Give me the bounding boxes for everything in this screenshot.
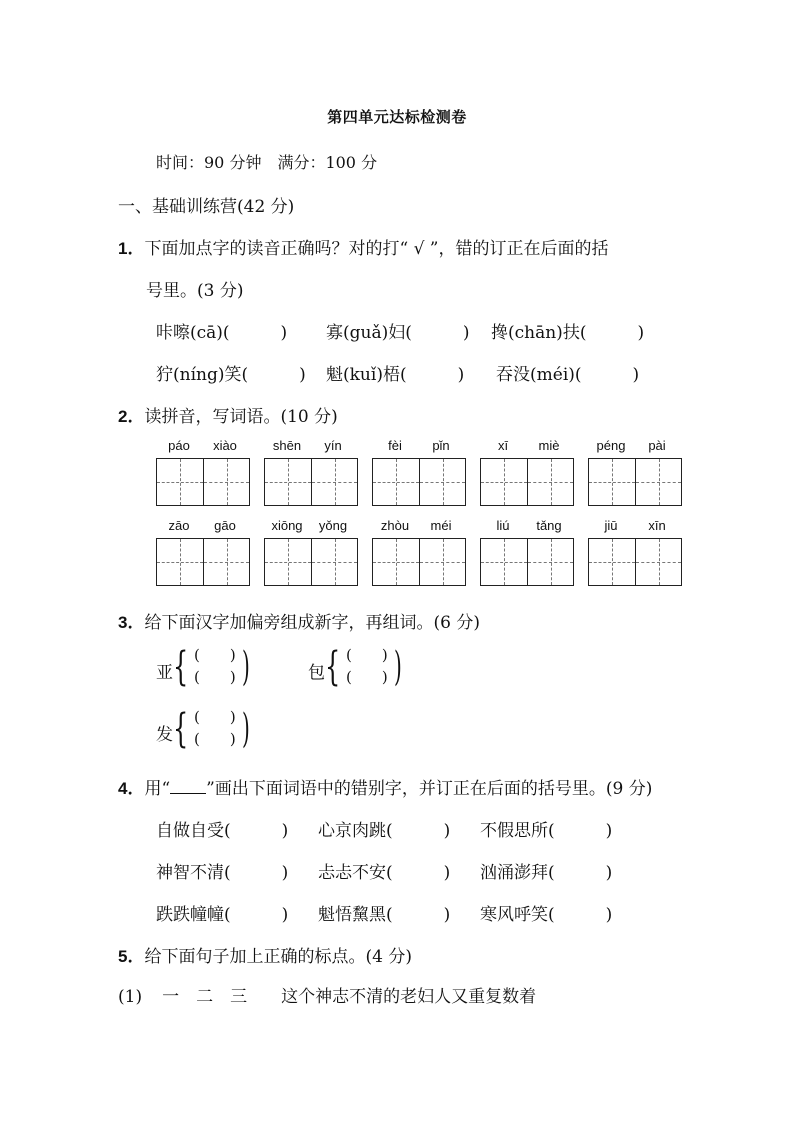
word-pair	[480, 438, 574, 506]
pinyin: xī	[497, 438, 509, 453]
q4-item: 汹涌澎拜( )	[480, 863, 613, 883]
base-char: 包	[308, 663, 325, 683]
writing-box[interactable]	[635, 539, 681, 585]
pinyin: xiào	[213, 438, 237, 453]
pinyin: gāo	[214, 518, 236, 533]
item-sentence: 这个神志不清的老妇人又重复数着	[281, 987, 537, 1007]
q4-item: 魁悟黧黑( )	[318, 905, 451, 925]
writing-box[interactable]	[157, 539, 203, 585]
left-brace: {	[173, 706, 189, 752]
writing-box[interactable]	[373, 539, 419, 585]
writing-box[interactable]	[481, 539, 527, 585]
pinyin: méi	[430, 518, 452, 533]
writing-box[interactable]	[203, 539, 249, 585]
answer-paren: ( )	[346, 668, 388, 686]
question-5	[118, 942, 412, 967]
answer-paren: ( )	[194, 646, 236, 664]
question-text: ”画出下面词语中的错别字，并订正在后面的括号里。(9 分)	[206, 779, 653, 799]
writing-box[interactable]	[373, 459, 419, 505]
base-char: 亚	[156, 663, 173, 683]
left-brace: {	[325, 644, 341, 690]
writing-box[interactable]	[527, 539, 573, 585]
word-pair	[588, 438, 682, 506]
pinyin: yǒng	[318, 518, 348, 533]
writing-box[interactable]	[589, 459, 635, 505]
writing-box[interactable]	[157, 459, 203, 505]
question-number: 3．	[118, 613, 145, 632]
writing-box[interactable]	[265, 459, 311, 505]
answer-paren: ( )	[194, 708, 236, 726]
q1-item: 搀(chān)扶( )	[491, 323, 645, 343]
pinyin: zāo	[168, 518, 190, 533]
base-char: 发	[156, 725, 173, 745]
right-paren: )	[242, 706, 250, 752]
word-pair	[372, 438, 466, 506]
underline-mark	[170, 779, 206, 794]
writing-box[interactable]	[527, 459, 573, 505]
answer-paren: ( )	[194, 668, 236, 686]
question-1	[118, 234, 609, 259]
pinyin: miè	[538, 438, 560, 453]
word-pair	[480, 518, 574, 586]
question-text: 给下面汉字加偏旁组成新字，再组词。(6 分)	[144, 613, 480, 633]
writing-box[interactable]	[635, 459, 681, 505]
word-pair	[264, 518, 358, 586]
question-text: 给下面句子加上正确的标点。(4 分)	[144, 947, 412, 967]
tianzige-row-2	[156, 518, 682, 586]
word-pair	[156, 438, 250, 506]
q5-item-1	[118, 982, 536, 1007]
word-pair	[156, 518, 250, 586]
pinyin: jiū	[604, 518, 618, 533]
pinyin: shēn	[272, 438, 302, 453]
question-number: 2．	[118, 407, 145, 426]
q4-item: 神智不清( )	[156, 863, 289, 883]
tianzige-row-1	[156, 438, 682, 506]
question-2	[118, 402, 338, 427]
item-label: (1)	[118, 987, 143, 1007]
writing-box[interactable]	[481, 459, 527, 505]
q4-item: 不假思所( )	[480, 821, 613, 841]
writing-box[interactable]	[203, 459, 249, 505]
item-numbers: 一 二 三	[162, 987, 248, 1007]
question-text: 用“	[144, 779, 171, 799]
word-pair	[588, 518, 682, 586]
writing-box[interactable]	[589, 539, 635, 585]
question-text: 下面加点字的读音正确吗？对的打“ √ ”，错的订正在后面的括	[144, 239, 609, 259]
word-pair	[372, 518, 466, 586]
exam-meta: 时间：90 分钟 满分：100 分	[156, 153, 378, 172]
question-text: 读拼音，写词语。(10 分)	[144, 407, 338, 427]
right-paren: )	[394, 644, 402, 690]
pinyin: fèi	[388, 438, 402, 453]
writing-box[interactable]	[311, 459, 357, 505]
page-title: 第四单元达标检测卷	[327, 108, 467, 126]
answer-paren: ( )	[346, 646, 388, 664]
pinyin: pǐn	[432, 438, 450, 453]
q4-item: 自做自受( )	[156, 821, 289, 841]
pinyin: yín	[324, 438, 342, 453]
word-pair	[264, 438, 358, 506]
question-3	[118, 608, 480, 633]
section-heading: 一、基础训练营(42 分)	[118, 197, 295, 217]
pinyin: tǎng	[536, 518, 562, 533]
pinyin: liú	[496, 518, 510, 533]
q4-item: 心京肉跳( )	[318, 821, 451, 841]
q4-item: 跌跌幢幢( )	[156, 905, 289, 925]
q1-item: 咔嚓(cā)( )	[156, 323, 288, 343]
pinyin: xīn	[648, 518, 666, 533]
right-paren: )	[242, 644, 250, 690]
writing-box[interactable]	[265, 539, 311, 585]
pinyin: péng	[596, 438, 626, 453]
pinyin: pài	[648, 438, 666, 453]
left-brace: {	[173, 644, 189, 690]
q4-item: 忐忐不安( )	[318, 863, 451, 883]
q1-item: 吞没(méi)( )	[496, 365, 640, 385]
question-number: 1．	[118, 239, 145, 258]
q4-item: 寒风呼笑( )	[480, 905, 613, 925]
pinyin: xiōng	[271, 518, 303, 533]
pinyin: zhòu	[380, 518, 410, 533]
writing-box[interactable]	[419, 459, 465, 505]
pinyin: páo	[168, 438, 190, 453]
question-4	[118, 774, 652, 799]
question-number: 5．	[118, 947, 145, 966]
q1-item: 寡(guǎ)妇( )	[326, 323, 470, 343]
writing-box[interactable]	[419, 539, 465, 585]
q1-item: 魁(kuǐ)梧( )	[326, 365, 465, 385]
question-1-cont: 号里。(3 分)	[146, 281, 244, 301]
answer-paren: ( )	[194, 730, 236, 748]
writing-box[interactable]	[311, 539, 357, 585]
q1-item: 狞(níng)笑( )	[156, 365, 306, 385]
question-number: 4．	[118, 779, 145, 798]
